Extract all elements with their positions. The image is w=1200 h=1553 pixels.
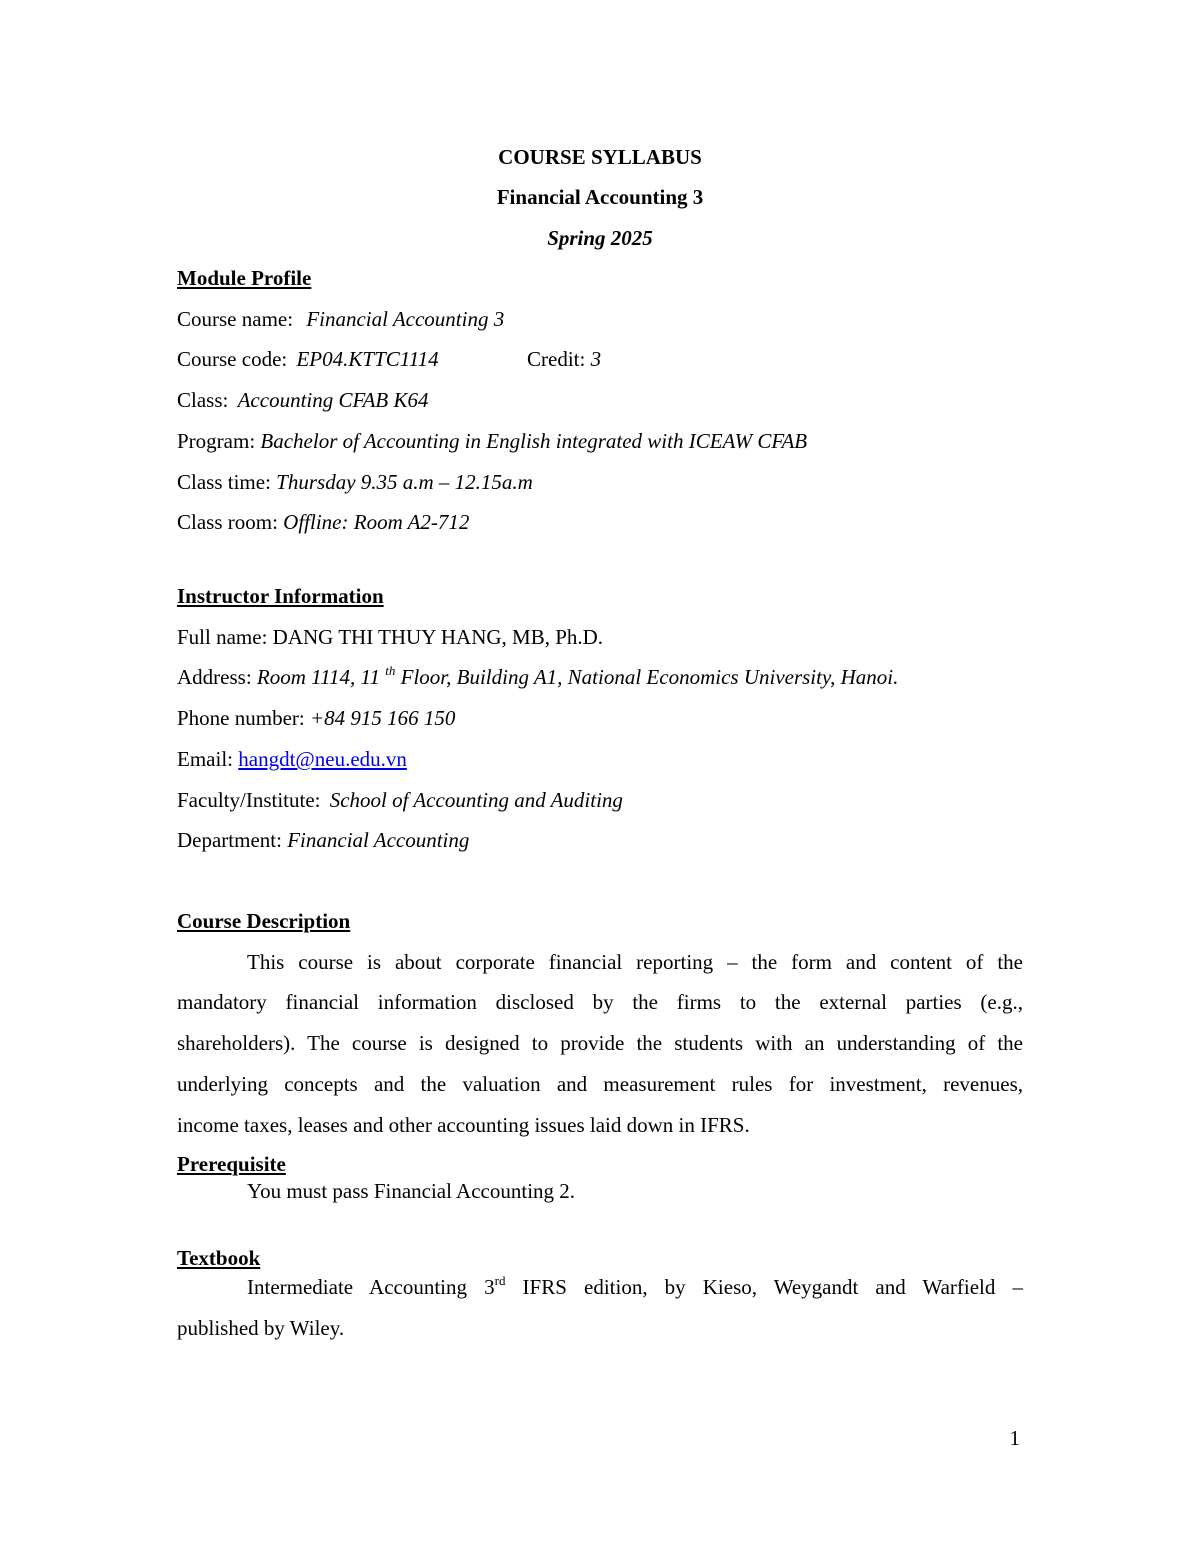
department-row [177, 830, 469, 851]
course-code-value: EP04.KTTC1114 [296, 347, 439, 371]
description-line: income taxes, leases and other accounting issues laid down in IFRS. [177, 1113, 750, 1137]
prerequisite-heading: Prerequisite [177, 1152, 286, 1176]
description-line: mandatory financial information disclosed by the firms to the external parties (e.g., [177, 990, 1023, 1014]
full-name-label: Full name: [177, 625, 268, 649]
prerequisite-text: You must pass Financial Accounting 2. [247, 1179, 576, 1203]
instructor-heading: Instructor Information [177, 584, 384, 608]
full-name-value: DANG THI THUY HANG, MB, Ph.D. [272, 625, 604, 649]
course-name-label: Course name: [177, 307, 294, 331]
credit-value: 3 [590, 347, 602, 371]
phone-label: Phone number: [177, 706, 305, 730]
course-code-label: Course code: [177, 347, 288, 371]
description-line: underlying concepts and the valuation and measurement rules for investment, revenues, [177, 1072, 1023, 1096]
program-value: Bachelor of Accounting in English integrated with ICEAW CFAB [260, 429, 808, 453]
class-time-label: Class time: [177, 470, 271, 494]
department-value: Financial Accounting [287, 828, 470, 852]
module-profile-heading: Module Profile [177, 266, 312, 290]
description-line: This course is about corporate financial reporting – the form and content of the [247, 950, 1023, 974]
faculty-value: School of Accounting and Auditing [329, 788, 623, 812]
address-value-sup: th [385, 663, 396, 678]
course-code-row [177, 349, 439, 370]
class-row [177, 390, 429, 411]
class-value: Accounting CFAB K64 [237, 388, 429, 412]
credit-row [527, 349, 601, 370]
doc-title: COURSE SYLLABUS [498, 145, 702, 169]
department-label: Department: [177, 828, 282, 852]
phone-row [177, 708, 455, 729]
address-row [177, 663, 899, 689]
page-number: 1 [1009, 1426, 1020, 1450]
course-name-row [177, 309, 504, 330]
class-room-value: Offline: Room A2-712 [283, 510, 470, 534]
phone-value: +84 915 166 150 [309, 706, 456, 730]
course-subtitle: Financial Accounting 3 [496, 185, 704, 209]
class-label: Class: [177, 388, 229, 412]
class-time-row [177, 472, 533, 493]
email-label: Email: [177, 747, 233, 771]
description-line: shareholders). The course is designed to provide the students with an understanding of the [177, 1031, 1023, 1055]
description-heading: Course Description [177, 909, 351, 933]
textbook-line-2: published by Wiley. [177, 1316, 345, 1340]
course-name-value: Financial Accounting 3 [306, 307, 505, 331]
program-row [177, 431, 807, 452]
credit-label: Credit: [527, 347, 586, 371]
faculty-row [177, 790, 623, 811]
class-room-label: Class room: [177, 510, 278, 534]
class-room-row [177, 512, 469, 533]
class-time-value: Thursday 9.35 a.m – 12.15a.m [276, 470, 533, 494]
textbook-authors: IFRS edition, by Kieso, Weygandt and Warfield – [522, 1275, 1023, 1299]
textbook-line-1 [247, 1273, 1023, 1299]
address-label: Address: [177, 665, 252, 689]
address-value-part1: Room 1114, 11 [256, 665, 380, 689]
email-row [177, 749, 407, 770]
program-label: Program: [177, 429, 256, 453]
textbook-edition-sup: rd [494, 1273, 506, 1288]
faculty-label: Faculty/Institute: [177, 788, 321, 812]
textbook-title: Intermediate Accounting 3 [247, 1275, 495, 1299]
textbook-heading: Textbook [177, 1246, 261, 1270]
email-link[interactable]: hangdt@neu.edu.vn [238, 747, 407, 771]
address-value-part2: Floor, Building A1, National Economics University, Hanoi. [400, 665, 899, 689]
full-name-row [177, 627, 603, 648]
course-term: Spring 2025 [547, 226, 653, 250]
